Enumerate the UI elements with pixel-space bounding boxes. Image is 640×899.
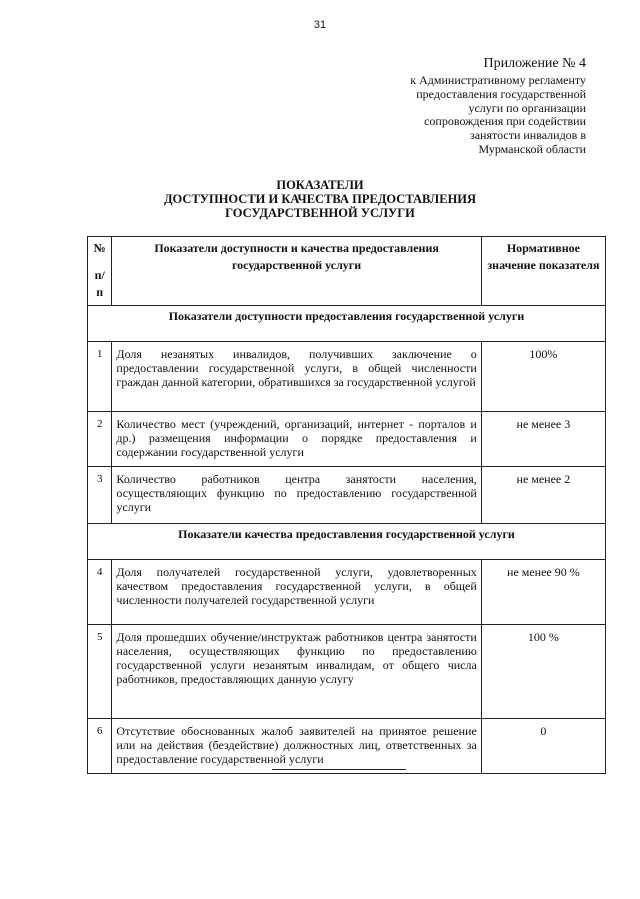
appendix-line: сопровождения при содействии	[424, 114, 586, 129]
row-indicator: Доля незанятых инвалидов, получивших заключение о предоставлении государственной услуги, в общей численности граждан данной категории, обратившихся за государственной услугой	[112, 342, 481, 412]
header-number	[88, 237, 112, 306]
row-number: 6	[88, 719, 112, 774]
header-number-symbol: №	[93, 241, 106, 255]
table-row	[88, 467, 606, 524]
row-value: не менее 2	[481, 467, 605, 524]
row-indicator: Доля получателей государственной услуги, удовлетворенных качеством предоставления государственной услуги, в общей численности получателей государственной услуги	[112, 560, 481, 625]
document-title	[0, 178, 640, 220]
row-indicator: Количество работников центра занятости населения, осуществляющих функцию по предоставлению государственной услуги	[112, 467, 481, 524]
row-value: 100%	[481, 342, 605, 412]
row-indicator: Отсутствие обоснованных жалоб заявителей на принятое решение или на действия (бездействие) должностных лиц, ответственных за предоставление государственной услуги	[112, 719, 481, 774]
section-title: Показатели доступности предоставления государственной услуги	[88, 306, 606, 342]
row-number: 1	[88, 342, 112, 412]
row-number: 3	[88, 467, 112, 524]
row-number: 2	[88, 412, 112, 467]
header-normative-value	[481, 237, 605, 306]
row-indicator: Доля прошедших обучение/инструктаж работников центра занятости населения, осуществляющих функцию по предоставлению государственной услуги незанятым инвалидам, от общего числа работников, предоставляющих данную услугу	[112, 625, 481, 719]
section-row-quality	[88, 524, 606, 560]
page-number: 31	[313, 19, 327, 31]
document-title-line: ДОСТУПНОСТИ И КАЧЕСТВА ПРЕДОСТАВЛЕНИЯ	[163, 192, 477, 206]
appendix-line: Мурманской области	[478, 141, 586, 156]
table-row	[88, 342, 606, 412]
header-number-abbr: п/п	[94, 268, 105, 299]
row-indicator: Количество мест (учреждений, организаций, интернет - порталов и др.) размещения информации о порядке предоставления и содержании государственной услуги	[112, 412, 481, 467]
appendix-line: предоставления государственной	[416, 86, 586, 101]
header-normative-line2: значение показателя	[487, 258, 600, 272]
document-title-line: ГОСУДАРСТВЕННОЙ УСЛУГИ	[225, 206, 415, 220]
end-divider	[272, 769, 406, 770]
table-row	[88, 560, 606, 625]
table-row	[88, 719, 606, 774]
appendix-line: занятости инвалидов в	[469, 128, 586, 143]
appendix-header	[346, 56, 586, 157]
document-title-line: ПОКАЗАТЕЛИ	[276, 178, 364, 192]
row-value: не менее 90 %	[481, 560, 605, 625]
appendix-title: Приложение № 4	[483, 56, 586, 71]
table-row	[88, 412, 606, 467]
table-row	[88, 625, 606, 719]
row-number: 5	[88, 625, 112, 719]
row-number: 4	[88, 560, 112, 625]
row-value: не менее 3	[481, 412, 605, 467]
row-value: 0	[481, 719, 605, 774]
section-row-accessibility	[88, 306, 606, 342]
table-header-row	[88, 237, 606, 306]
indicators-table	[87, 236, 606, 774]
header-normative-line1: Нормативное	[506, 241, 580, 255]
header-indicator-name: Показатели доступности и качества предоставления государственной услуги	[112, 237, 481, 306]
section-title: Показатели качества предоставления государственной услуги	[88, 524, 606, 560]
appendix-line: к Административному регламенту	[410, 73, 586, 87]
appendix-line: услуги по организации	[468, 100, 586, 115]
row-value: 100 %	[481, 625, 605, 719]
